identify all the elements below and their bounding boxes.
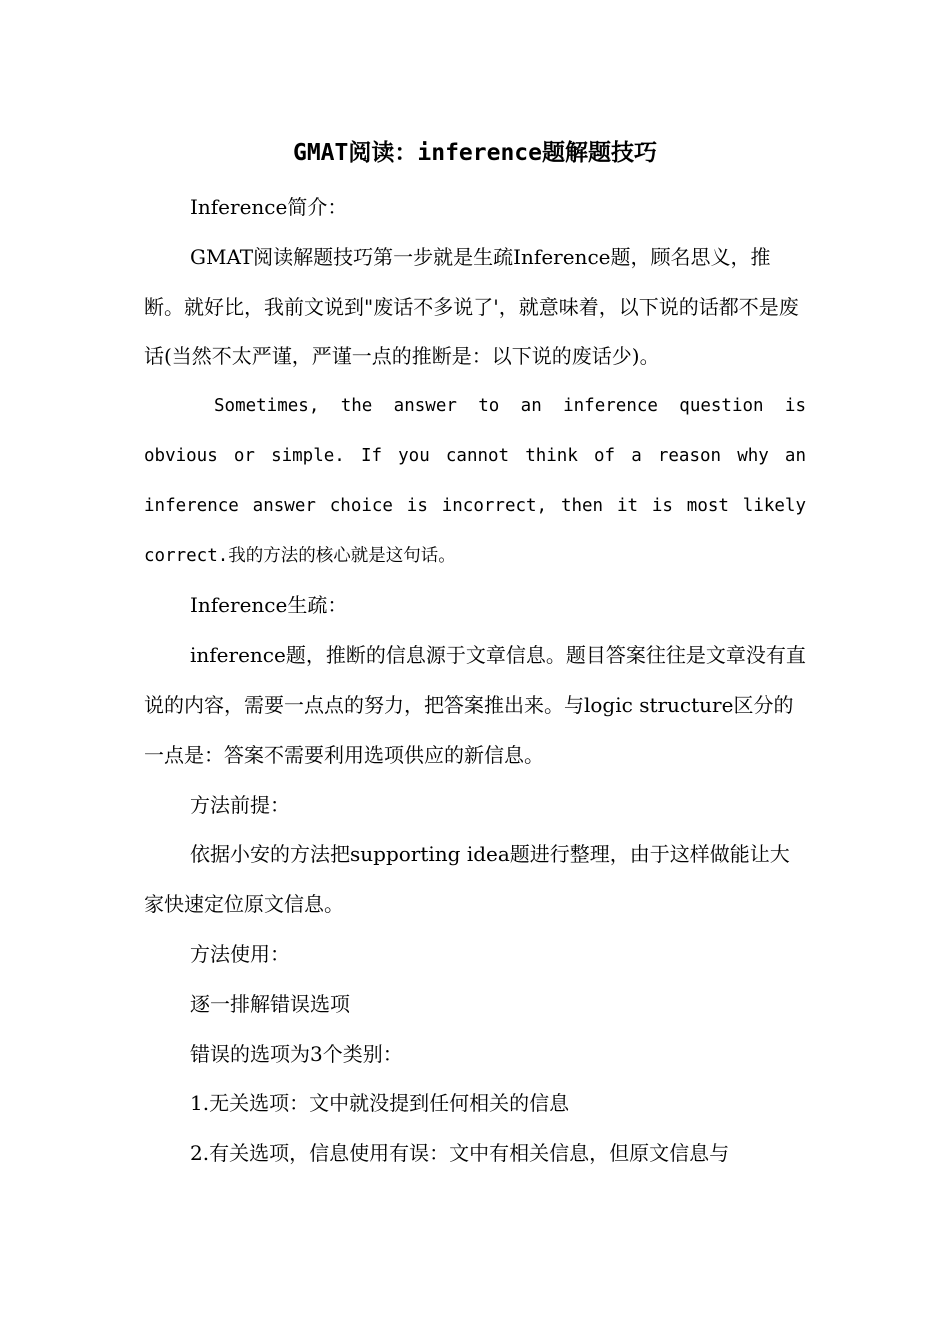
paragraph-eliminate-wrong: 逐一排解错误选项	[190, 991, 350, 1016]
list-item-misused: 2.有关选项，信息使用有误：文中有相关信息，但原文信息与	[190, 1141, 730, 1166]
paragraph-method-use-heading: 方法使用：	[190, 941, 290, 966]
paragraph-english-quote: Sometimes, the answer to an inference question is obvious or simple. If you cannot think of a reason why an inference answer choice is incorrect, then it is most likely correct.我的方法的核心就是这句话。	[144, 396, 806, 566]
paragraph-method-premise-heading: 方法前提：	[190, 792, 290, 817]
paragraph-inference-intro: GMAT阅读解题技巧第一步就是生疏Inference题，顾名思义，推断。就好比，我前文说到"废话不多说了'，就意味着，以下说的话都不是废话(当然不太严谨，严谨一点的推断是：以下说的废话少)。	[144, 244, 799, 369]
paragraph-method-premise: 依据小安的方法把supporting idea题进行整理，由于这样做能让大家快速定位原文信息。	[144, 842, 790, 917]
list-item-irrelevant: 1.无关选项：文中就没提到任何相关的信息	[190, 1091, 570, 1116]
paragraph-wrong-categories: 错误的选项为3个类别：	[190, 1041, 403, 1066]
page-title: GMAT阅读：inference题解题技巧	[292, 140, 657, 166]
paragraph-inference-intro-heading: Inference简介：	[190, 195, 348, 219]
paragraph-inference-familiar: inference题，推断的信息源于文章信息。题目答案往往是文章没有直说的内容，需要一点点的努力，把答案推出来。与logic structure区分的一点是：答案不需要利用选项供应的新信息。	[144, 643, 806, 767]
paragraph-inference-familiar-heading: Inference生疏：	[190, 593, 348, 618]
document-body	[144, 183, 806, 1179]
